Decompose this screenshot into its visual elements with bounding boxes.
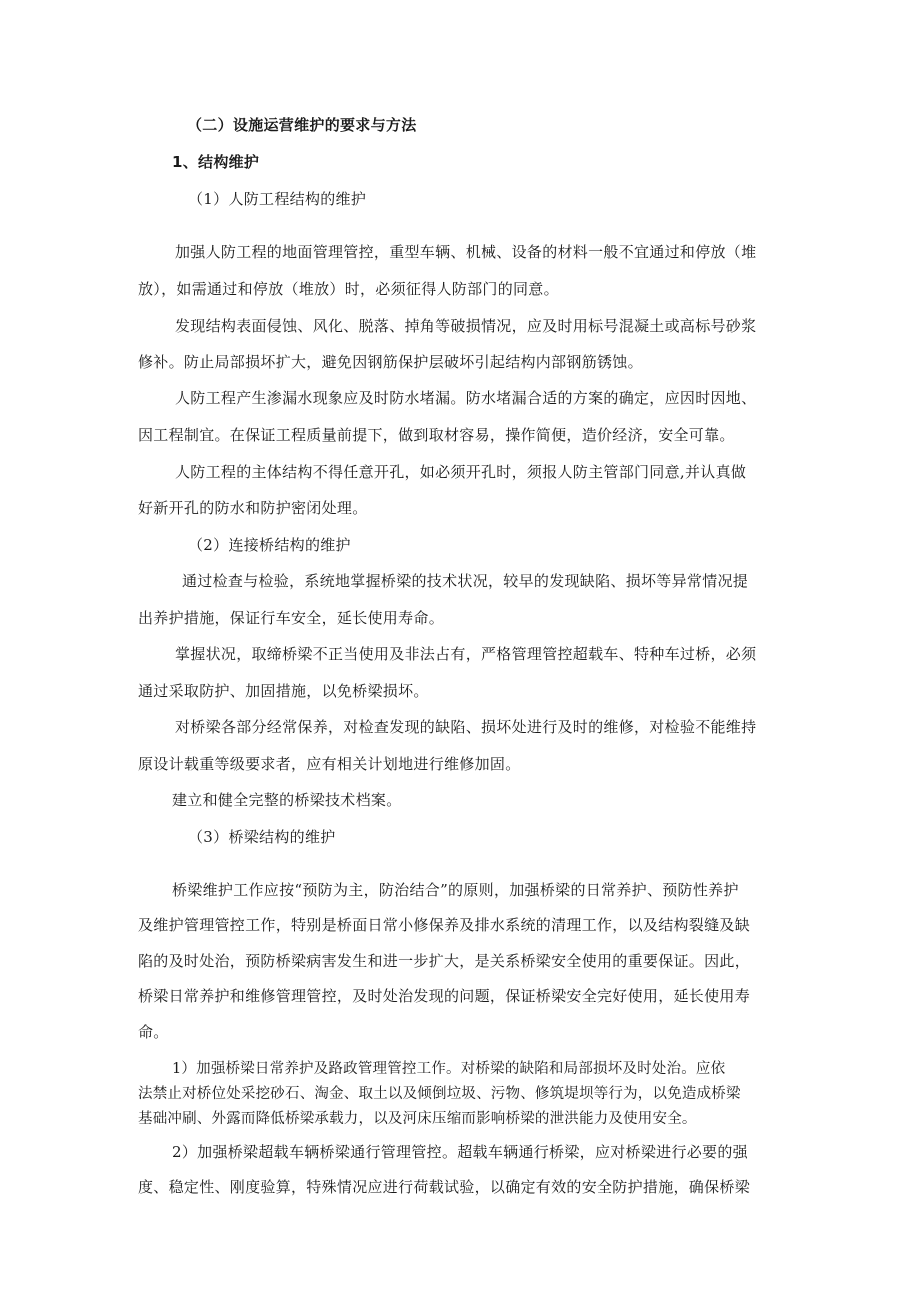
subheading-bridge-structure: （3）桥梁结构的维护 (188, 828, 336, 846)
subheading-bridge-connection: （2）连接桥结构的维护 (188, 536, 351, 554)
paragraph-line: 修补。防止局部损坏扩大，避免因钢筋保护层破坏引起结构内部钢筋锈蚀。 (138, 353, 643, 371)
paragraph-line: 1）加强桥梁日常养护及路政管理管控工作。对桥梁的缺陷和局部损坏及时处治。应依 (172, 1061, 726, 1077)
paragraph-line: 好新开孔的防水和防护密闭处理。 (138, 499, 368, 517)
paragraph-line: 因工程制宜。在保证工程质量前提下，做到取材容易，操作简便，造价经济，安全可靠。 (138, 426, 735, 444)
paragraph-line: 通过采取防护、加固措施，以免桥梁损坏。 (138, 682, 429, 700)
paragraph-line: 加强人防工程的地面管理管控，重型车辆、机械、设备的材料一般不宜通过和停放（堆 (175, 243, 757, 261)
paragraph-line: 放），如需通过和停放（堆放）时，必须征得人防部门的同意。 (138, 280, 559, 298)
paragraph-line: 及维护管理管控工作，特别是桥面日常小修保养及排水系统的清理工作，以及结构裂缝及缺 (138, 916, 751, 934)
subheading-civil-defense: （1）人防工程结构的维护 (188, 190, 367, 208)
paragraph-line: 度、稳定性、刚度验算，特殊情况应进行荷载试验，以确定有效的安全防护措施，确保桥梁 (138, 1178, 751, 1196)
subheading-structure-maintenance: 1、结构维护 (172, 153, 260, 171)
paragraph-line: 原设计载重等级要求者，应有相关计划地进行维修加固。 (138, 755, 521, 773)
paragraph-line: 桥梁日常养护和维修管理管控，及时处治发现的问题，保证桥梁安全完好使用，延长使用寿 (138, 987, 751, 1005)
paragraph-line: 人防工程的主体结构不得任意开孔，如必须开孔时，须报人防主管部门同意,并认真做 (175, 463, 747, 481)
paragraph-line: 掌握状况，取缔桥梁不正当使用及非法占有，严格管理管控超载车、特种车过桥，必须 (175, 645, 757, 663)
paragraph-line: 出养护措施，保证行车安全，延长使用寿命。 (138, 609, 445, 627)
paragraph-line: 基础冲刷、外露而降低桥梁承载力，以及河床压缩而影响桥梁的泄洪能力及使用安全。 (138, 1111, 697, 1127)
section-heading: （二）设施运营维护的要求与方法 (187, 116, 417, 134)
paragraph-line: 2）加强桥梁超载车辆桥梁通行管理管控。超载车辆通行桥梁，应对桥梁进行必要的强 (172, 1143, 748, 1161)
paragraph-line: 通过检查与检验，系统地掌握桥梁的技术状况，较早的发现缺陷、损坏等异常情况提 (182, 572, 749, 590)
paragraph-line: 发现结构表面侵蚀、风化、脱落、掉角等破损情况，应及时用标号混凝土或高标号砂浆 (175, 317, 757, 335)
paragraph-line: 法禁止对桥位处采挖砂石、淘金、取土以及倾倒垃圾、污物、修筑堤坝等行为，以免造成桥梁 (138, 1086, 741, 1102)
paragraph-line: 命。 (138, 1023, 169, 1041)
paragraph-line: 陷的及时处治，预防桥梁病害发生和进一步扩大，是关系桥梁安全使用的重要保证。因此， (138, 952, 751, 970)
paragraph-line: 对桥梁各部分经常保养，对检查发现的缺陷、损坏处进行及时的维修，对检验不能维持 (175, 718, 757, 736)
paragraph-line: 建立和健全完整的桥梁技术档案。 (172, 791, 402, 809)
paragraph-line: 桥梁维护工作应按“预防为主，防治结合”的原则，加强桥梁的日常养护、预防性养护 (172, 881, 739, 899)
paragraph-line: 人防工程产生渗漏水现象应及时防水堵漏。防水堵漏合适的方案的确定，应因时因地、 (175, 389, 757, 407)
